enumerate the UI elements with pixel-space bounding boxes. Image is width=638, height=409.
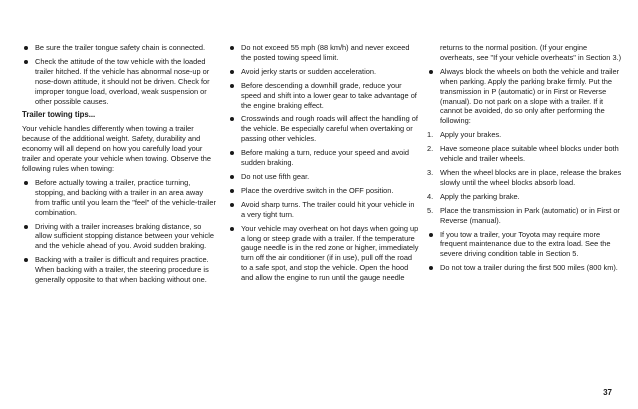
bullet-speed-limit: Do not exceed 55 mph (88 km/h) and never exceed the posted towing speed limit. <box>228 43 419 63</box>
bullet-sharp-turns: Avoid sharp turns. The trailer could hit your vehicle in a very tight turn. <box>228 200 419 220</box>
bullet-overheat: Your vehicle may overheat on hot days when going up a long or steep grade with a trailer. If the temperature gauge needle is in the red zone or higher, immediately turn off the air conditioner (if in use), pull off the road to a safe spot, and stop the vehicle. Open the hood and allow the engine to run until the gauge needle <box>228 224 419 283</box>
tips-bullets-left <box>22 178 218 285</box>
bullet-turning: Before making a turn, reduce your speed and avoid sudden braking. <box>228 148 419 168</box>
bullet-downhill: Before descending a downhill grade, reduce your speed and shift into a lower gear to take advantage of the engine braking effect. <box>228 81 419 111</box>
bullet-parking: Always block the wheels on both the vehicle and trailer when parking. Apply the parking brake firmly. Put the transmission in P (automatic) or in First or Reverse (manual). Do not park on a slope with a trailer. If it cannot be avoided, do so only after performing the following: <box>427 67 623 126</box>
bullet-check-attitude: Check the attitude of the tow vehicle with the loaded trailer hitched. If the vehicle has abnormal nose-up or nose-down attitude, it should not be driven. Check for improper tongue load, overload, weak suspension or other possible causes. <box>22 57 218 107</box>
right-column <box>427 43 623 277</box>
left-column <box>22 43 218 289</box>
tips-bullets-middle <box>228 43 419 283</box>
overheat-continuation: returns to the normal position. (If your engine overheats, see "If your vehicle overheats" in Section 3.) <box>440 43 622 62</box>
intro-paragraph: Your vehicle handles differently when towing a trailer because of the additional weight. Safety, durability and economy will all depend on how you carefully load your trailer and operate your vehicle when towing. Observe the following rules when towing: <box>22 124 211 173</box>
page-number: 37 <box>603 388 612 397</box>
parking-steps <box>427 130 623 225</box>
step-item: 5. Place the transmission in Park (automatic) or in First or Reverse (manual). <box>427 205 620 225</box>
parking-bullet-list <box>427 67 623 126</box>
bullet-maintenance: If you tow a trailer, your Toyota may require more frequent maintenance due to the extra load. See the severe driving condition table in Section 5. <box>427 230 623 260</box>
section-heading: Trailer towing tips... <box>22 110 96 120</box>
bullet-first-500-miles: Do not tow a trailer during the first 500 miles (800 km). <box>427 263 623 273</box>
bullet-practice: Before actually towing a trailer, practice turning, stopping, and backing with a trailer in an area away from traffic until you learn the "feel" of the vehicle-trailer combination. <box>22 178 218 218</box>
step-item: 3. When the wheel blocks are in place, release the brakes slowly until the wheel blocks absorb load. <box>427 167 622 187</box>
bullet-braking-distance: Driving with a trailer increases braking distance, so allow sufficient stopping distance between your vehicle and the vehicle ahead of you. Avoid sudden braking. <box>22 222 218 252</box>
safety-bullets <box>22 43 218 106</box>
bullet-jerky-starts: Avoid jerky starts or sudden acceleration. <box>228 67 419 77</box>
bullet-backing: Backing with a trailer is difficult and requires practice. When backing with a trailer, the steering procedure is generally opposite to that when backing without one. <box>22 255 218 285</box>
step-item: 1. Apply your brakes. <box>427 130 502 140</box>
middle-column <box>228 43 419 287</box>
bullet-overdrive: Place the overdrive switch in the OFF position. <box>228 186 419 196</box>
step-item: 2. Have someone place suitable wheel blocks under both vehicle and trailer wheels. <box>427 144 619 164</box>
bullet-safety-chain: Be sure the trailer tongue safety chain is connected. <box>22 43 218 53</box>
maintenance-bullets <box>427 230 623 274</box>
bullet-crosswinds: Crosswinds and rough roads will affect the handling of the vehicle. Be especially careful when overtaking or passing other vehicles. <box>228 114 419 144</box>
bullet-fifth-gear: Do not use fifth gear. <box>228 172 419 182</box>
step-item: 4. Apply the parking brake. <box>427 191 520 201</box>
